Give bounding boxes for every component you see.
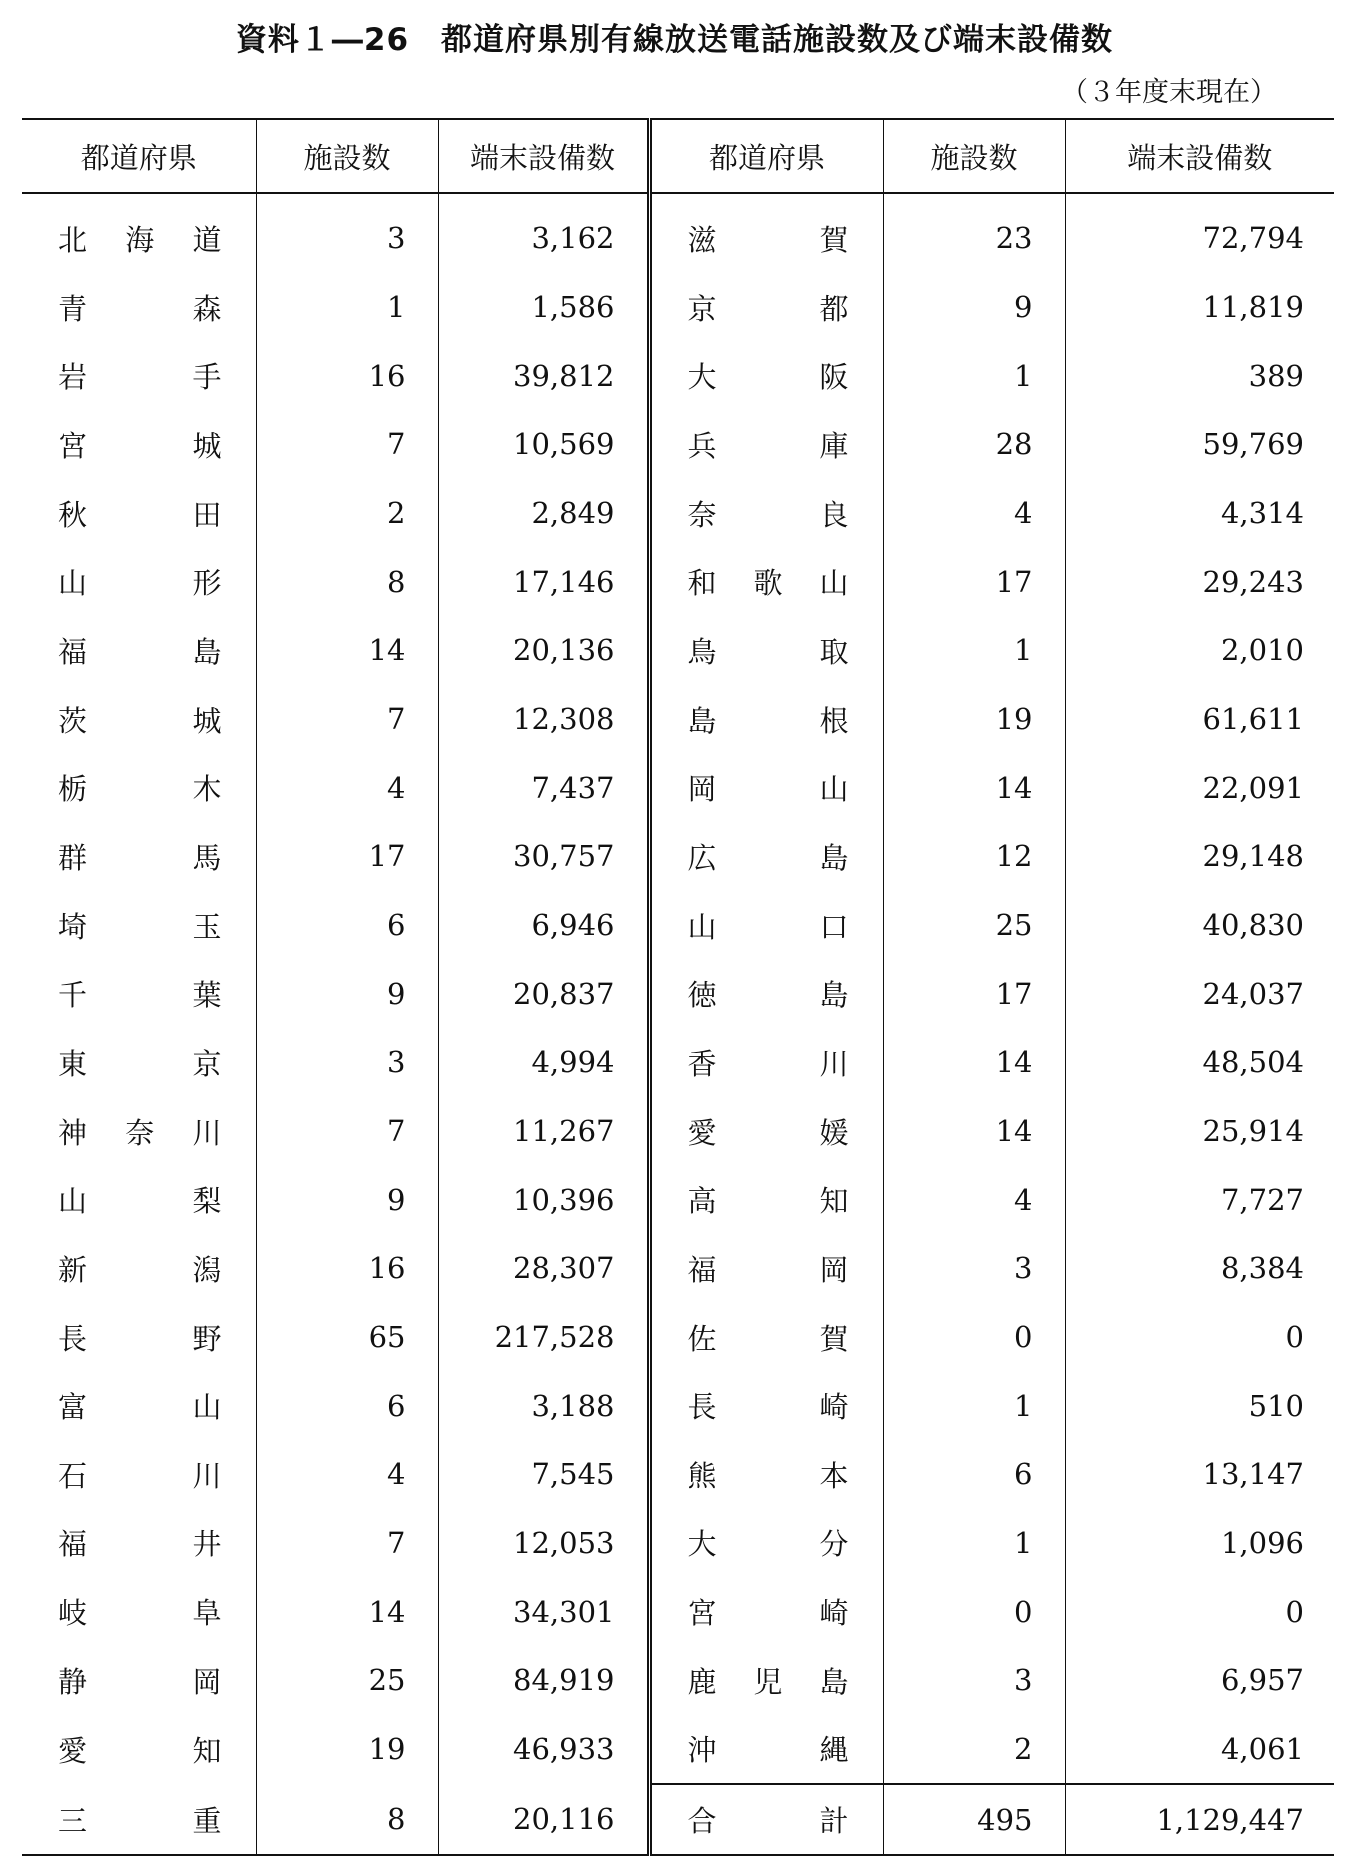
prefecture-name: 北 海 道 xyxy=(58,222,222,257)
terminals-value-right: 24,037 xyxy=(1065,959,1334,1028)
prefecture-name-right xyxy=(649,1784,883,1855)
terminals-value-left: 2,849 xyxy=(438,479,649,548)
facilities-value-left: 7 xyxy=(256,410,438,479)
facilities-value-right: 14 xyxy=(883,1097,1065,1166)
terminals-value-right: 40,830 xyxy=(1065,891,1334,960)
terminals-value-left: 34,301 xyxy=(438,1577,649,1646)
prefecture-name: 埼 玉 xyxy=(58,909,222,944)
header-facilities-right: 施設数 xyxy=(883,119,1065,193)
terminals-value-left: 20,136 xyxy=(438,616,649,685)
table-row xyxy=(22,1784,1334,1855)
prefecture-name: 三 重 xyxy=(58,1803,222,1838)
header-terminals-right: 端末設備数 xyxy=(1065,119,1334,193)
prefecture-name: 神 奈 川 xyxy=(58,1115,222,1150)
prefecture-name: 広 島 xyxy=(687,840,849,875)
table-row xyxy=(22,616,1334,685)
facilities-value-left: 16 xyxy=(256,341,438,410)
facilities-value-right: 3 xyxy=(883,1646,1065,1715)
prefecture-name-left xyxy=(22,1646,256,1715)
table-row xyxy=(22,1715,1334,1785)
prefecture-name: 山 梨 xyxy=(58,1184,222,1219)
header-prefecture-right: 都道府県 xyxy=(649,119,883,193)
prefecture-name: 群 馬 xyxy=(58,840,222,875)
facilities-value-left: 6 xyxy=(256,1371,438,1440)
table-row xyxy=(22,1165,1334,1234)
prefecture-name: 東 京 xyxy=(58,1046,222,1081)
prefecture-name: 新 潟 xyxy=(58,1252,222,1287)
prefecture-name-left xyxy=(22,547,256,616)
facilities-value-right: 1 xyxy=(883,341,1065,410)
table-row xyxy=(22,1371,1334,1440)
facilities-value-left: 6 xyxy=(256,891,438,960)
prefecture-name-right xyxy=(649,547,883,616)
terminals-value-left: 20,116 xyxy=(438,1784,649,1855)
table-row xyxy=(22,479,1334,548)
prefecture-name: 大 分 xyxy=(687,1527,849,1562)
prefecture-name-left xyxy=(22,479,256,548)
prefecture-name-right xyxy=(649,410,883,479)
prefecture-name-left xyxy=(22,1715,256,1785)
table-row xyxy=(22,959,1334,1028)
terminals-value-right: 0 xyxy=(1065,1577,1334,1646)
prefecture-name-right xyxy=(649,1440,883,1509)
prefecture-name-right xyxy=(649,822,883,891)
prefecture-name-left xyxy=(22,959,256,1028)
prefecture-name-left xyxy=(22,1303,256,1372)
prefecture-name: 山 口 xyxy=(687,909,849,944)
prefecture-name: 京 都 xyxy=(687,291,849,326)
prefecture-name-right xyxy=(649,959,883,1028)
table-row xyxy=(22,1028,1334,1097)
facilities-value-left: 3 xyxy=(256,1028,438,1097)
prefecture-table xyxy=(22,118,1334,1856)
header-row xyxy=(22,119,1334,193)
document-title: 資料１―26 都道府県別有線放送電話施設数及び端末設備数 xyxy=(235,22,1114,58)
facilities-value-right: 1 xyxy=(883,1371,1065,1440)
terminals-value-left: 84,919 xyxy=(438,1646,649,1715)
prefecture-name: 宮 崎 xyxy=(687,1596,849,1631)
prefecture-name-right xyxy=(649,1028,883,1097)
prefecture-name-left xyxy=(22,822,256,891)
facilities-value-left: 3 xyxy=(256,193,438,273)
prefecture-name: 茨 城 xyxy=(58,703,222,738)
prefecture-name: 島 根 xyxy=(687,703,849,738)
prefecture-name-left xyxy=(22,341,256,410)
facilities-value-right: 2 xyxy=(883,1715,1065,1785)
terminals-value-left: 7,437 xyxy=(438,753,649,822)
facilities-value-right: 1 xyxy=(883,1509,1065,1578)
prefecture-name-left xyxy=(22,1371,256,1440)
table-row xyxy=(22,822,1334,891)
prefecture-name: 徳 島 xyxy=(687,978,849,1013)
prefecture-name-left xyxy=(22,1577,256,1646)
terminals-value-left: 11,267 xyxy=(438,1097,649,1166)
prefecture-name-right xyxy=(649,1234,883,1303)
prefecture-name: 合 計 xyxy=(687,1804,849,1839)
prefecture-name: 千 葉 xyxy=(58,978,222,1013)
terminals-value-left: 28,307 xyxy=(438,1234,649,1303)
prefecture-name-right xyxy=(649,616,883,685)
facilities-value-left: 7 xyxy=(256,1509,438,1578)
prefecture-name: 栃 木 xyxy=(58,772,222,807)
prefecture-name-right xyxy=(649,1646,883,1715)
terminals-value-right: 59,769 xyxy=(1065,410,1334,479)
facilities-value-left: 8 xyxy=(256,1784,438,1855)
facilities-value-left: 25 xyxy=(256,1646,438,1715)
prefecture-name: 鳥 取 xyxy=(687,634,849,669)
terminals-value-left: 10,396 xyxy=(438,1165,649,1234)
facilities-value-left: 16 xyxy=(256,1234,438,1303)
terminals-value-left: 12,053 xyxy=(438,1509,649,1578)
table-row xyxy=(22,1577,1334,1646)
table-row xyxy=(22,193,1334,273)
terminals-value-right: 7,727 xyxy=(1065,1165,1334,1234)
prefecture-name: 山 形 xyxy=(58,566,222,601)
terminals-value-left: 3,188 xyxy=(438,1371,649,1440)
prefecture-name: 静 岡 xyxy=(58,1664,222,1699)
prefecture-name: 福 井 xyxy=(58,1527,222,1562)
prefecture-name-right xyxy=(649,1097,883,1166)
prefecture-name: 大 阪 xyxy=(687,360,849,395)
facilities-value-left: 9 xyxy=(256,1165,438,1234)
terminals-value-right: 72,794 xyxy=(1065,193,1334,273)
prefecture-name: 長 崎 xyxy=(687,1390,849,1425)
facilities-value-right: 23 xyxy=(883,193,1065,273)
terminals-value-right: 22,091 xyxy=(1065,753,1334,822)
prefecture-name-right xyxy=(649,891,883,960)
terminals-value-right: 13,147 xyxy=(1065,1440,1334,1509)
prefecture-name: 長 野 xyxy=(58,1321,222,1356)
facilities-value-right: 3 xyxy=(883,1234,1065,1303)
facilities-value-right: 495 xyxy=(883,1784,1065,1855)
terminals-value-right: 389 xyxy=(1065,341,1334,410)
header-facilities-left: 施設数 xyxy=(256,119,438,193)
facilities-value-left: 1 xyxy=(256,273,438,342)
prefecture-name: 石 川 xyxy=(58,1458,222,1493)
prefecture-name-left xyxy=(22,1509,256,1578)
prefecture-name-left xyxy=(22,616,256,685)
table-row xyxy=(22,1234,1334,1303)
terminals-value-left: 6,946 xyxy=(438,891,649,960)
terminals-value-left: 17,146 xyxy=(438,547,649,616)
prefecture-name-left xyxy=(22,273,256,342)
prefecture-name-left xyxy=(22,1784,256,1855)
terminals-value-right: 8,384 xyxy=(1065,1234,1334,1303)
table-row xyxy=(22,891,1334,960)
terminals-value-left: 1,586 xyxy=(438,273,649,342)
facilities-value-left: 65 xyxy=(256,1303,438,1372)
prefecture-name-left xyxy=(22,753,256,822)
table-row xyxy=(22,410,1334,479)
prefecture-name-right xyxy=(649,1509,883,1578)
table-row xyxy=(22,1303,1334,1372)
terminals-value-right: 29,243 xyxy=(1065,547,1334,616)
prefecture-name-right xyxy=(649,1303,883,1372)
facilities-value-right: 1 xyxy=(883,616,1065,685)
prefecture-name-left xyxy=(22,1097,256,1166)
prefecture-name-right xyxy=(649,1165,883,1234)
facilities-value-right: 4 xyxy=(883,1165,1065,1234)
prefecture-name: 愛 媛 xyxy=(687,1115,849,1150)
terminals-value-left: 7,545 xyxy=(438,1440,649,1509)
terminals-value-right: 4,061 xyxy=(1065,1715,1334,1785)
table-row xyxy=(22,1646,1334,1715)
table-body xyxy=(22,193,1334,1855)
prefecture-name-left xyxy=(22,410,256,479)
terminals-value-left: 30,757 xyxy=(438,822,649,891)
as-of-note: （３年度末現在） xyxy=(1061,77,1277,108)
facilities-value-right: 17 xyxy=(883,959,1065,1028)
prefecture-name: 富 山 xyxy=(58,1390,222,1425)
terminals-value-left: 4,994 xyxy=(438,1028,649,1097)
prefecture-name: 熊 本 xyxy=(687,1458,849,1493)
prefecture-name: 岡 山 xyxy=(687,772,849,807)
prefecture-name-left xyxy=(22,1165,256,1234)
facilities-value-right: 6 xyxy=(883,1440,1065,1509)
facilities-value-left: 14 xyxy=(256,616,438,685)
prefecture-name: 鹿 児 島 xyxy=(687,1664,849,1699)
facilities-value-right: 4 xyxy=(883,479,1065,548)
facilities-value-right: 19 xyxy=(883,685,1065,754)
facilities-value-left: 7 xyxy=(256,1097,438,1166)
terminals-value-left: 46,933 xyxy=(438,1715,649,1785)
prefecture-name-right xyxy=(649,341,883,410)
terminals-value-right: 61,611 xyxy=(1065,685,1334,754)
prefecture-name: 沖 縄 xyxy=(687,1733,849,1768)
prefecture-name-right xyxy=(649,193,883,273)
table-row xyxy=(22,1509,1334,1578)
facilities-value-left: 17 xyxy=(256,822,438,891)
table-row xyxy=(22,1440,1334,1509)
facilities-value-right: 25 xyxy=(883,891,1065,960)
terminals-value-left: 217,528 xyxy=(438,1303,649,1372)
facilities-value-right: 9 xyxy=(883,273,1065,342)
prefecture-name: 佐 賀 xyxy=(687,1321,849,1356)
facilities-value-left: 2 xyxy=(256,479,438,548)
terminals-value-right: 48,504 xyxy=(1065,1028,1334,1097)
table-row xyxy=(22,685,1334,754)
facilities-value-right: 0 xyxy=(883,1577,1065,1646)
terminals-value-right: 1,096 xyxy=(1065,1509,1334,1578)
prefecture-name: 福 岡 xyxy=(687,1252,849,1287)
prefecture-name-left xyxy=(22,1028,256,1097)
facilities-value-right: 12 xyxy=(883,822,1065,891)
prefecture-name-left xyxy=(22,891,256,960)
facilities-value-left: 19 xyxy=(256,1715,438,1785)
terminals-value-right: 29,148 xyxy=(1065,822,1334,891)
terminals-value-right: 25,914 xyxy=(1065,1097,1334,1166)
terminals-value-left: 12,308 xyxy=(438,685,649,754)
prefecture-name-right xyxy=(649,1715,883,1785)
prefecture-name: 青 森 xyxy=(58,291,222,326)
terminals-value-right: 2,010 xyxy=(1065,616,1334,685)
prefecture-name: 滋 賀 xyxy=(687,222,849,257)
terminals-value-right: 4,314 xyxy=(1065,479,1334,548)
terminals-value-right: 0 xyxy=(1065,1303,1334,1372)
facilities-value-right: 28 xyxy=(883,410,1065,479)
prefecture-name-right xyxy=(649,273,883,342)
header-prefecture-left: 都道府県 xyxy=(22,119,256,193)
facilities-value-left: 7 xyxy=(256,685,438,754)
terminals-value-right: 1,129,447 xyxy=(1065,1784,1334,1855)
table-row xyxy=(22,753,1334,822)
prefecture-name: 奈 良 xyxy=(687,497,849,532)
terminals-value-left: 39,812 xyxy=(438,341,649,410)
facilities-value-left: 14 xyxy=(256,1577,438,1646)
terminals-value-right: 510 xyxy=(1065,1371,1334,1440)
prefecture-name-left xyxy=(22,1234,256,1303)
terminals-value-left: 20,837 xyxy=(438,959,649,1028)
facilities-value-right: 14 xyxy=(883,1028,1065,1097)
header-terminals-left: 端末設備数 xyxy=(438,119,649,193)
facilities-value-right: 0 xyxy=(883,1303,1065,1372)
table-row xyxy=(22,341,1334,410)
prefecture-name: 和 歌 山 xyxy=(687,566,849,601)
facilities-value-left: 8 xyxy=(256,547,438,616)
prefecture-name: 秋 田 xyxy=(58,497,222,532)
prefecture-name-left xyxy=(22,685,256,754)
prefecture-name-right xyxy=(649,1577,883,1646)
prefecture-name: 愛 知 xyxy=(58,1733,222,1768)
prefecture-name-left xyxy=(22,1440,256,1509)
facilities-value-left: 4 xyxy=(256,753,438,822)
prefecture-name: 香 川 xyxy=(687,1046,849,1081)
table-row xyxy=(22,273,1334,342)
prefecture-name-left xyxy=(22,193,256,273)
terminals-value-right: 11,819 xyxy=(1065,273,1334,342)
prefecture-name: 高 知 xyxy=(687,1184,849,1219)
table-row xyxy=(22,1097,1334,1166)
prefecture-name-right xyxy=(649,753,883,822)
prefecture-name-right xyxy=(649,685,883,754)
terminals-value-left: 3,162 xyxy=(438,193,649,273)
terminals-value-right: 6,957 xyxy=(1065,1646,1334,1715)
prefecture-name-right xyxy=(649,1371,883,1440)
prefecture-name-right xyxy=(649,479,883,548)
prefecture-name: 兵 庫 xyxy=(687,428,849,463)
facilities-value-right: 17 xyxy=(883,547,1065,616)
facilities-value-left: 4 xyxy=(256,1440,438,1509)
facilities-value-right: 14 xyxy=(883,753,1065,822)
prefecture-name: 岩 手 xyxy=(58,360,222,395)
table-row xyxy=(22,547,1334,616)
prefecture-name: 岐 阜 xyxy=(58,1596,222,1631)
prefecture-name: 福 島 xyxy=(58,634,222,669)
prefecture-name: 宮 城 xyxy=(58,428,222,463)
terminals-value-left: 10,569 xyxy=(438,410,649,479)
facilities-value-left: 9 xyxy=(256,959,438,1028)
